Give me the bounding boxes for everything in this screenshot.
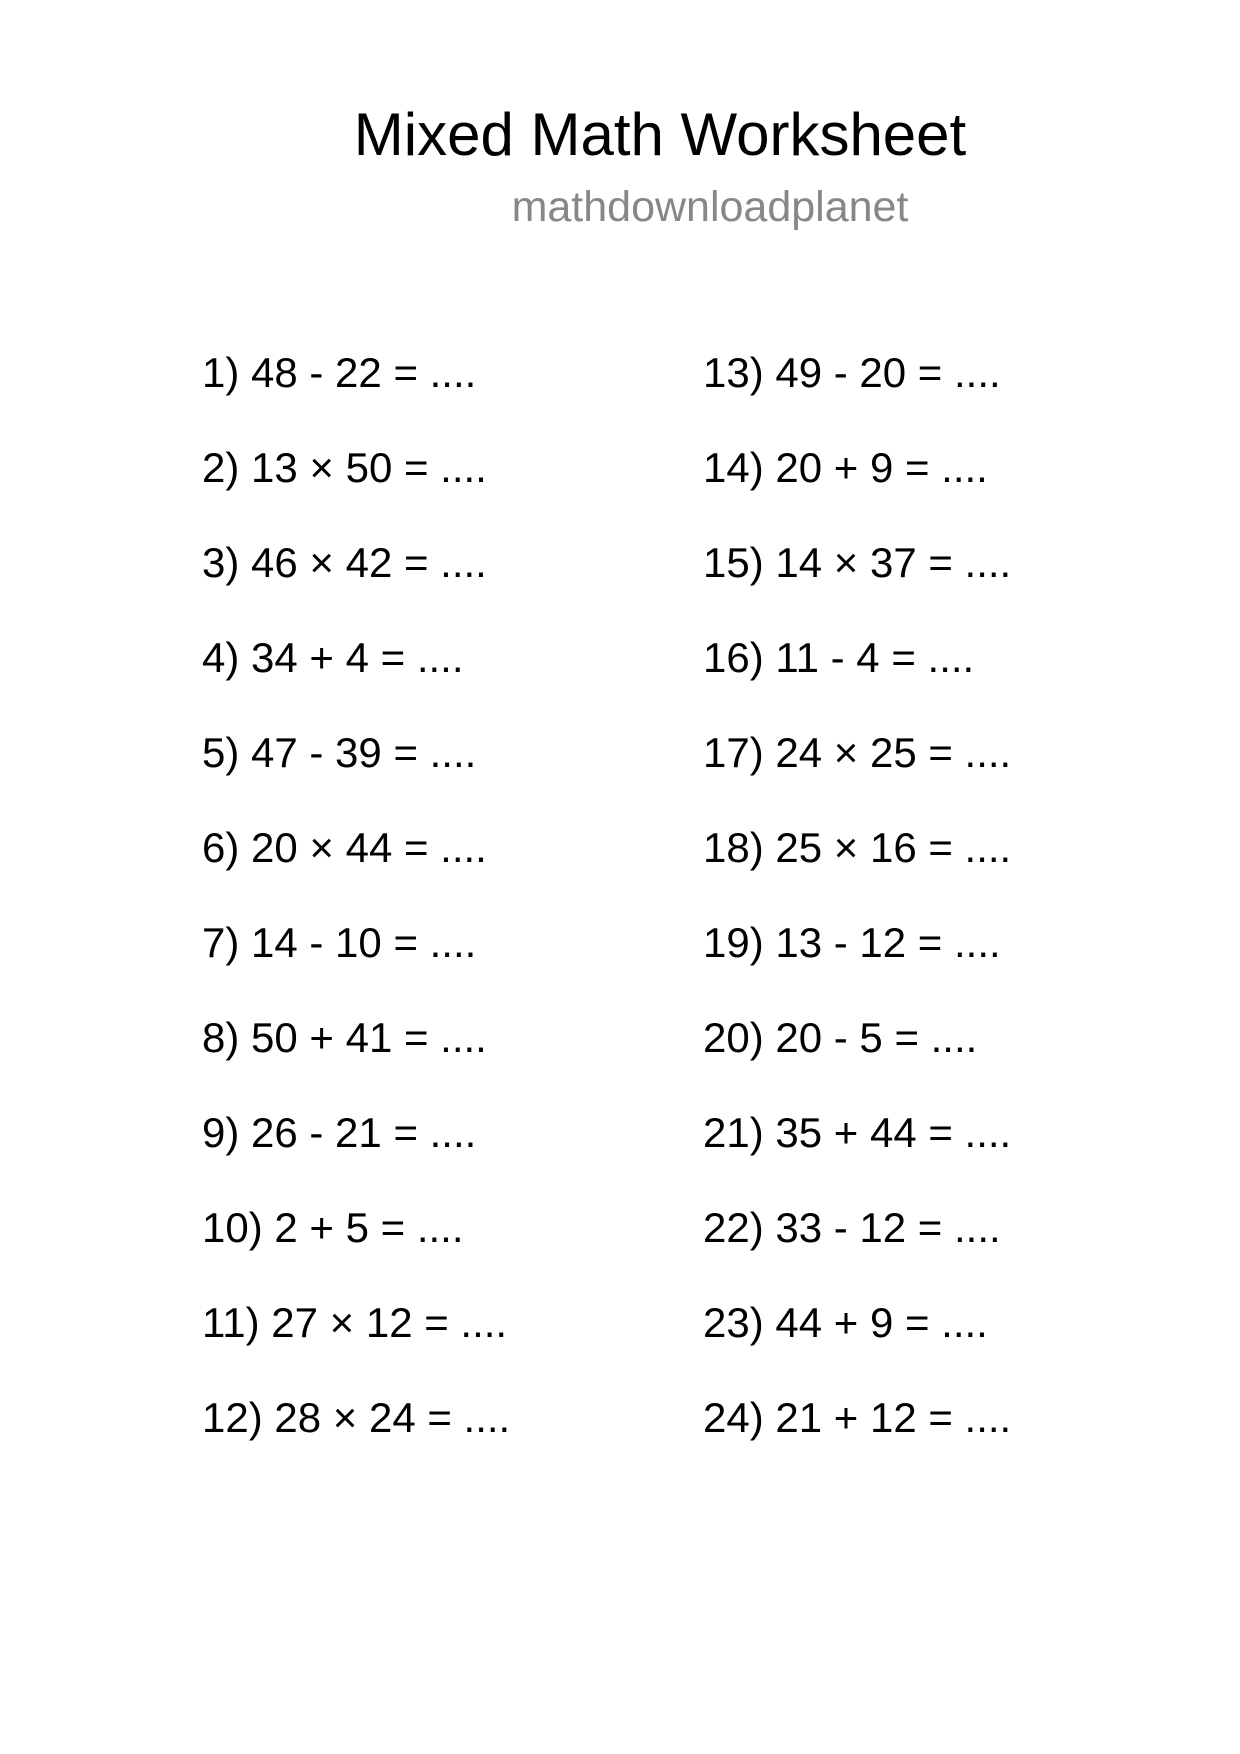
worksheet-title: Mixed Math Worksheet	[353, 101, 967, 168]
problem-column-right	[703, 348, 1011, 1488]
problem-column-left	[202, 348, 510, 1488]
problem-7: 7) 14 - 10 = ....	[202, 919, 477, 966]
problem-23: 23) 44 + 9 = ....	[703, 1299, 988, 1346]
problem-17: 17) 24 × 25 = ....	[703, 729, 1012, 776]
problem-5: 5) 47 - 39 = ....	[202, 729, 477, 776]
problem-1: 1) 48 - 22 = ....	[202, 349, 477, 396]
problem-15: 15) 14 × 37 = ....	[703, 539, 1012, 586]
problem-9: 9) 26 - 21 = ....	[202, 1109, 477, 1156]
problem-10: 10) 2 + 5 = ....	[202, 1204, 464, 1251]
problem-21: 21) 35 + 44 = ....	[703, 1109, 1012, 1156]
problem-14: 14) 20 + 9 = ....	[703, 444, 988, 491]
problem-4: 4) 34 + 4 = ....	[202, 634, 464, 681]
problem-20: 20) 20 - 5 = ....	[703, 1014, 978, 1061]
problem-13: 13) 49 - 20 = ....	[703, 349, 1001, 396]
problem-8: 8) 50 + 41 = ....	[202, 1014, 487, 1061]
problem-19: 19) 13 - 12 = ....	[703, 919, 1001, 966]
problem-12: 12) 28 × 24 = ....	[202, 1394, 511, 1441]
problem-11: 11) 27 × 12 = ....	[202, 1299, 508, 1346]
problem-24: 24) 21 + 12 = ....	[703, 1394, 1012, 1441]
problem-18: 18) 25 × 16 = ....	[703, 824, 1012, 871]
problem-2: 2) 13 × 50 = ....	[202, 444, 487, 491]
problem-16: 16) 11 - 4 = ....	[703, 634, 975, 681]
problem-22: 22) 33 - 12 = ....	[703, 1204, 1001, 1251]
problem-6: 6) 20 × 44 = ....	[202, 824, 487, 871]
worksheet-subtitle: mathdownloadplanet	[511, 183, 909, 231]
problem-3: 3) 46 × 42 = ....	[202, 539, 487, 586]
